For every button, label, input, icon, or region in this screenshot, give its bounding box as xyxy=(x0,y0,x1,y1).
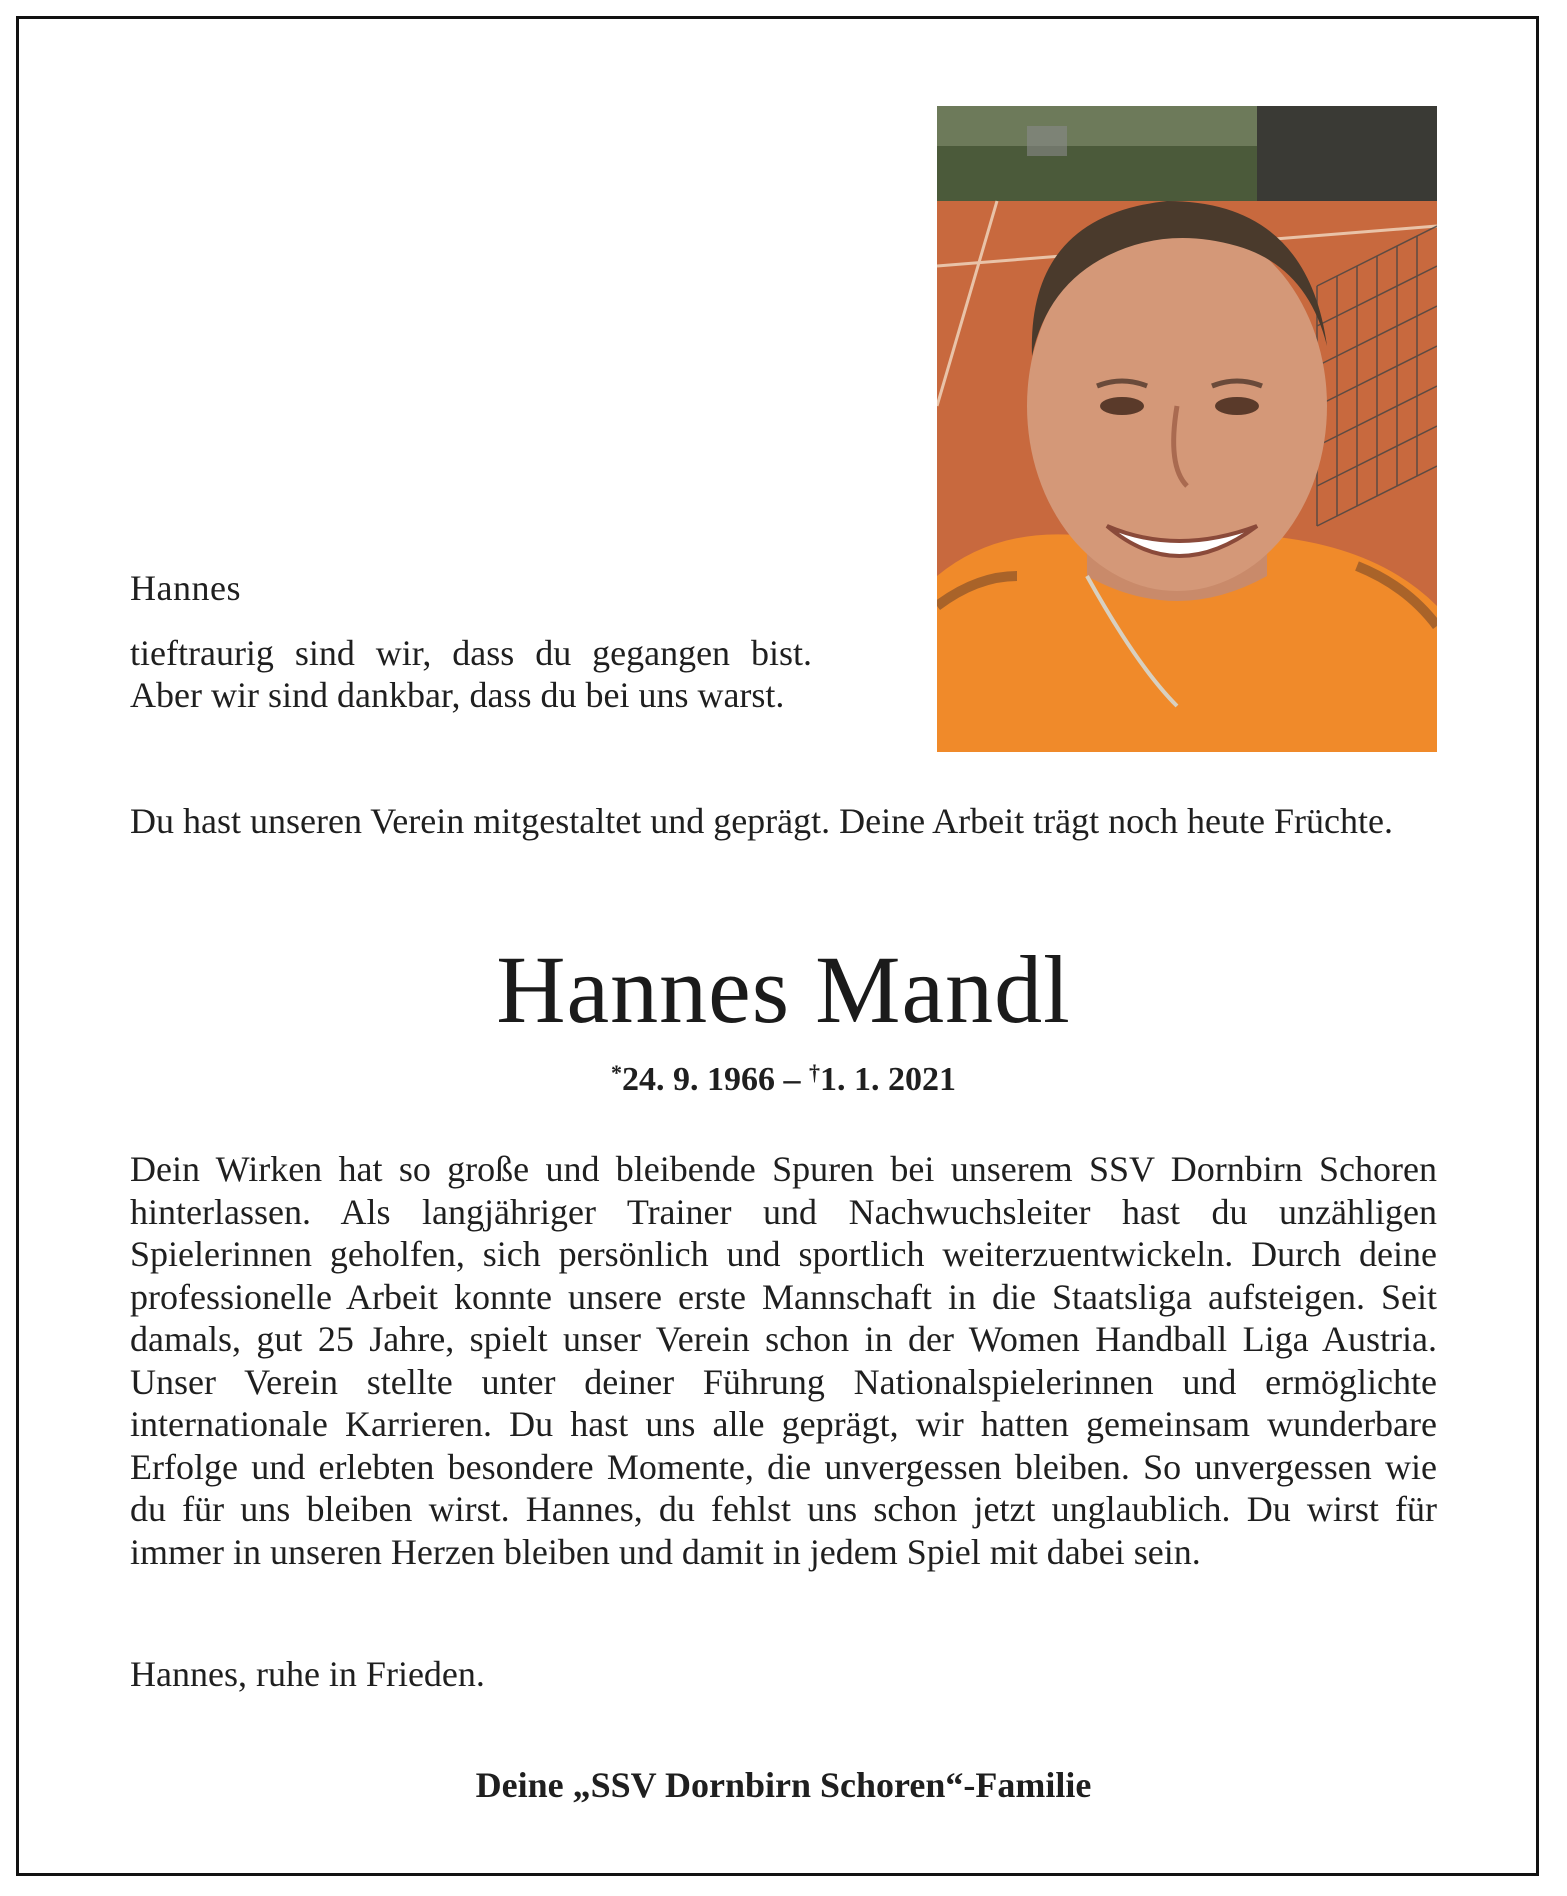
intro-text: tieftraurig sind wir, dass du gegangen bist. Aber wir sind dankbar, dass du bei uns warst. xyxy=(130,633,812,715)
birth-date: 24. 9. 1966 xyxy=(622,1061,775,1098)
contribution-text: Du hast unseren Verein mitgestaltet und geprägt. Deine Arbeit trägt noch heute Früchte. xyxy=(130,801,1393,841)
tribute-text: Dein Wirken hat so große und bleibende Spuren bei unserem SSV Dornbirn Schoren hinterlassen. Als langjähriger Trainer und Nachwuchsleiter hast du unzähligen Spielerinnen geholfen, sich persönlich und sportlich weiterzuentwickeln. Durch deine professionelle Arbeit konnte unsere erste Mannschaft in die Staatsliga aufsteigen. Seit damals, gut 25 Jahre, spielt unser Verein schon in der Women Handball Liga Austria. Unser Verein stellte unter deiner Führung Nationalspielerinnen und ermöglichte internationale Karrieren. Du hast uns alle geprägt, wir hatten gemeinsam wunderbare Erfolge und erlebten besondere Momente, die unvergessen bleiben. So unvergessen wie du für uns bleiben wirst. Hannes, du fehlst uns schon jetzt unglaublich. Du wirst für immer in unseren Herzen bleiben und damit in jedem Spiel mit dabei sein. xyxy=(130,1149,1437,1572)
portrait-illustration xyxy=(937,106,1437,752)
birth-symbol: * xyxy=(611,1060,622,1085)
signature: Deine „SSV Dornbirn Schoren“-Familie xyxy=(475,1765,1092,1805)
salutation: Hannes xyxy=(130,568,241,608)
life-dates xyxy=(0,1060,1567,1099)
death-symbol: † xyxy=(809,1060,820,1085)
closing-line: Hannes, ruhe in Frieden. xyxy=(130,1654,485,1694)
date-separator: – xyxy=(775,1061,809,1098)
death-date: 1. 1. 2021 xyxy=(820,1061,956,1098)
deceased-name: Hannes Mandl xyxy=(496,936,1071,1043)
portrait-photo xyxy=(937,106,1437,752)
